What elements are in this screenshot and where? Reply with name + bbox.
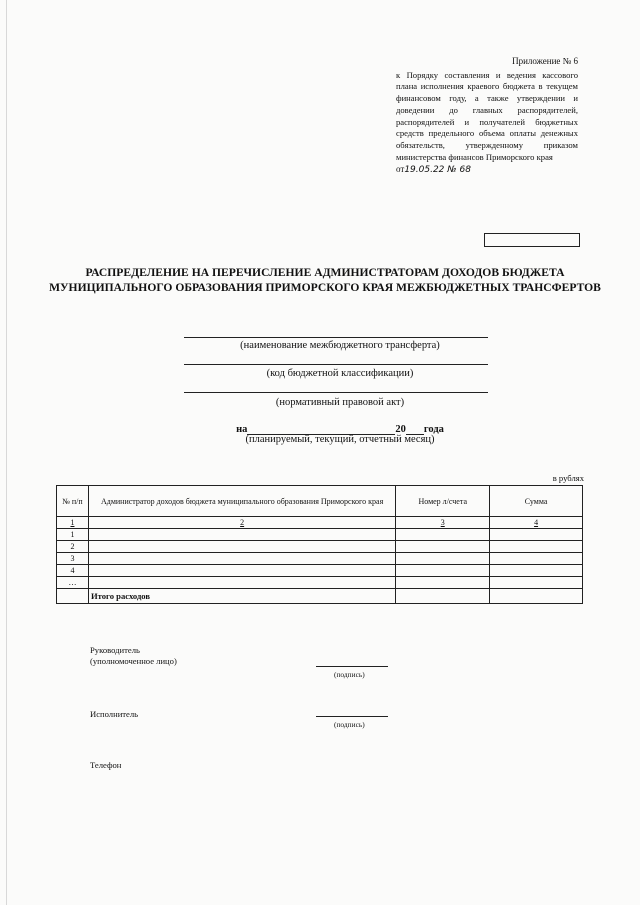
total-row xyxy=(57,589,583,604)
phone-label: Телефон xyxy=(90,760,122,770)
appendix-block xyxy=(396,56,578,177)
header-sum: Сумма xyxy=(490,486,583,517)
empty-code-box xyxy=(484,233,580,247)
handwritten-date: 19.05.22 № 68 xyxy=(404,165,471,176)
budget-code-line xyxy=(184,364,488,365)
head-signature-caption: (подпись) xyxy=(334,670,365,679)
legal-act-caption: (нормативный правовой акт) xyxy=(275,397,405,408)
account-cell xyxy=(396,565,490,577)
table-row xyxy=(57,577,583,589)
appendix-number: Приложение № 6 xyxy=(512,56,578,66)
table-row xyxy=(57,565,583,577)
executor-label: Исполнитель xyxy=(90,709,139,719)
executor-signature-line xyxy=(316,716,388,717)
date-prefix: от xyxy=(396,164,405,175)
sum-cell xyxy=(490,541,583,553)
account-cell xyxy=(396,553,490,565)
admin-cell xyxy=(88,529,395,541)
table-row xyxy=(57,553,583,565)
admin-cell xyxy=(88,553,395,565)
sum-cell xyxy=(490,565,583,577)
col-number: 3 xyxy=(396,517,490,529)
legal-act-line xyxy=(184,392,488,393)
head-subtitle: (уполномоченное лицо) xyxy=(90,656,177,666)
appendix-text: к Порядку составления и ведения кассового плана исполнения краевого бюджета в текущем финансовом году, а также утверждении и доведении до главных распорядителей, распорядителей и получателей бюджетных средств предельного объема оплаты денежных обязательств, утвержденному приказом министерства финансов Приморского края xyxy=(396,69,578,162)
row-number: 1 xyxy=(57,529,89,541)
header-admin: Администратор доходов бюджета муниципального образования Приморского края xyxy=(88,486,395,517)
row-number: 3 xyxy=(57,553,89,565)
appendix-date xyxy=(396,164,578,177)
period-caption: (планируемый, текущий, отчетный месяц) xyxy=(245,434,435,445)
col-number: 1 xyxy=(57,517,89,529)
account-cell xyxy=(396,529,490,541)
total-empty-cell xyxy=(57,589,89,604)
header-num: № п/п xyxy=(57,486,89,517)
column-number-row xyxy=(57,517,583,529)
period-year-suffix: года xyxy=(423,424,444,435)
total-sum-cell xyxy=(490,589,583,604)
distribution-table xyxy=(56,485,583,604)
head-signatory xyxy=(90,645,177,667)
head-title: Руководитель xyxy=(90,645,140,655)
account-cell xyxy=(396,577,490,589)
header-account: Номер л/счета xyxy=(396,486,490,517)
sum-cell xyxy=(490,553,583,565)
row-number: 4 xyxy=(57,565,89,577)
document-title: РАСПРЕДЕЛЕНИЕ НА ПЕРЕЧИСЛЕНИЕ АДМИНИСТРАТОРАМ ДОХОДОВ БЮДЖЕТА МУНИЦИПАЛЬНОГО ОБРАЗОВАНИЯ ПРИМОРСКОГО КРАЯ МЕЖБЮДЖЕТНЫХ ТРАНСФЕРТОВ xyxy=(49,266,601,294)
sum-cell xyxy=(490,577,583,589)
executor-signature-caption: (подпись) xyxy=(334,720,365,729)
row-number: 2 xyxy=(57,541,89,553)
total-account-cell xyxy=(396,589,490,604)
admin-cell xyxy=(88,565,395,577)
period-year-prefix: 20 xyxy=(395,424,406,435)
col-number: 2 xyxy=(88,517,395,529)
currency-note: в рублях xyxy=(552,473,584,483)
transfer-name-caption: (наименование межбюджетного трансферта) xyxy=(240,340,440,351)
transfer-name-line xyxy=(184,337,488,338)
total-label: Итого расходов xyxy=(88,589,395,604)
table-row xyxy=(57,529,583,541)
row-number: … xyxy=(57,577,89,589)
col-number: 4 xyxy=(490,517,583,529)
budget-code-caption: (код бюджетной классификации) xyxy=(266,368,414,379)
account-cell xyxy=(396,541,490,553)
table-header xyxy=(57,486,583,517)
admin-cell xyxy=(88,541,395,553)
table-row xyxy=(57,541,583,553)
period-prefix: на xyxy=(236,424,248,435)
scan-edge xyxy=(6,0,7,905)
admin-cell xyxy=(88,577,395,589)
sum-cell xyxy=(490,529,583,541)
head-signature-line xyxy=(316,666,388,667)
